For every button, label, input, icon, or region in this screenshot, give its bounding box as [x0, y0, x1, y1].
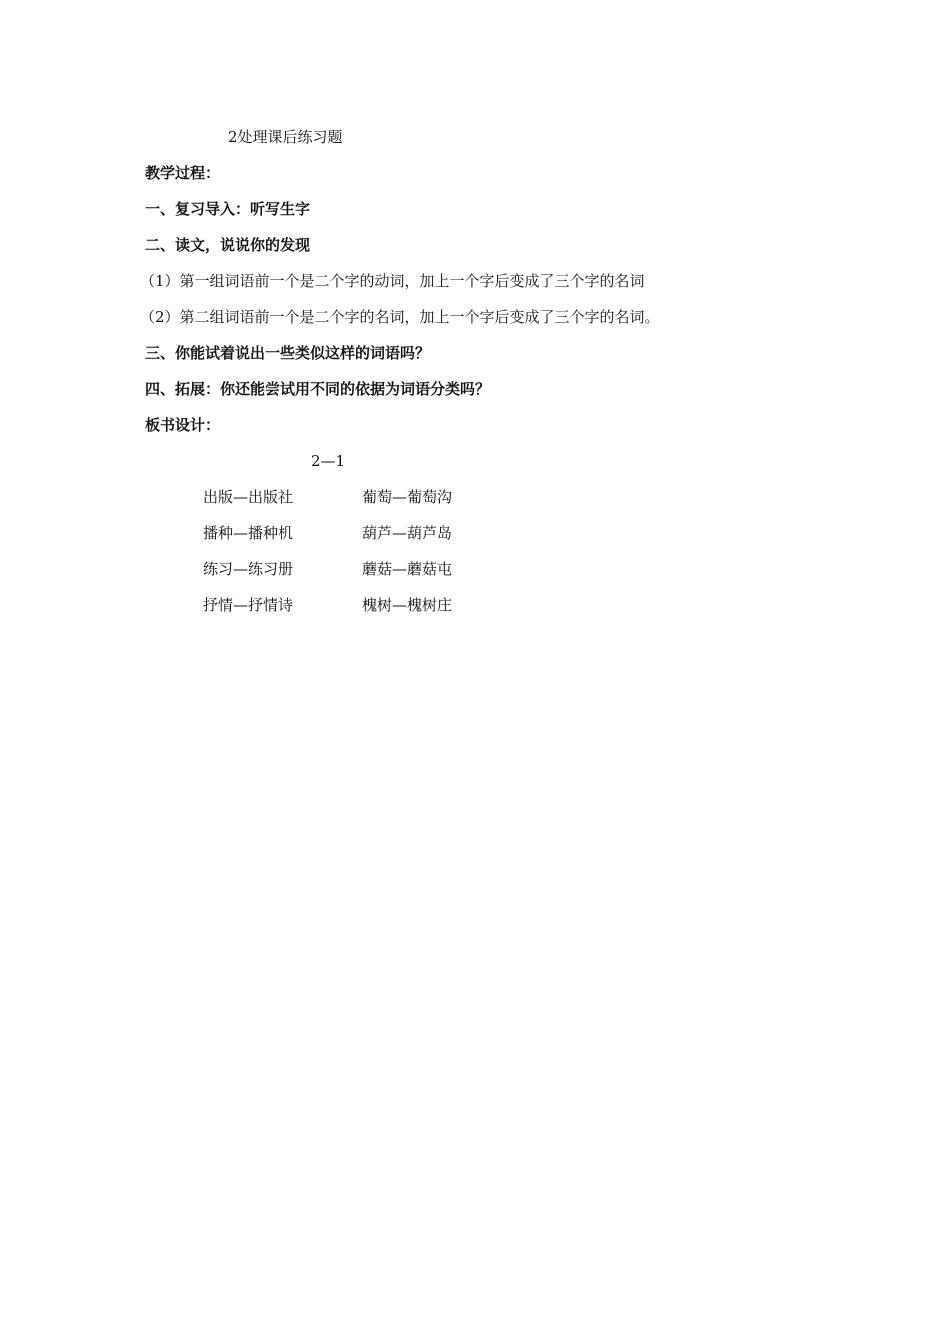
- board-word-left: 出版—出版社: [203, 488, 294, 506]
- board-word-left: 抒情—抒情诗: [203, 596, 294, 614]
- teaching-process-heading: 教学过程：: [145, 164, 221, 182]
- board-design-heading: 板书设计：: [145, 416, 221, 434]
- board-word-left: 练习—练习册: [203, 560, 294, 578]
- finding-group-2: （2）第二组词语前一个是二个字的名词，加上一个字后变成了三个字的名词。: [140, 308, 660, 326]
- board-word-right: 葫芦—葫芦岛: [362, 524, 453, 542]
- section-similar-words: 三、你能试着说出一些类似这样的词语吗？: [145, 344, 431, 362]
- board-word-table: [203, 487, 523, 631]
- finding-group-1: （1）第一组词语前一个是二个字的动词，加上一个字后变成了三个字的名词: [140, 272, 645, 290]
- board-row: [203, 487, 523, 523]
- board-row: [203, 595, 523, 631]
- board-title: 2—1: [311, 452, 346, 470]
- section-read-discover: 二、读文，说说你的发现: [145, 236, 311, 254]
- board-row: [203, 559, 523, 595]
- board-word-right: 葡萄—葡萄沟: [362, 488, 453, 506]
- board-row: [203, 523, 523, 559]
- section-extension: 四、拓展：你还能尝试用不同的依据为词语分类吗？: [145, 380, 491, 398]
- lesson-item-2: 2处理课后练习题: [228, 128, 343, 146]
- section-review-intro: 一、复习导入：听写生字: [145, 200, 311, 218]
- board-word-right: 蘑菇—蘑菇屯: [362, 560, 453, 578]
- board-word-left: 播种—播种机: [203, 524, 294, 542]
- board-word-right: 槐树—槐树庄: [362, 596, 453, 614]
